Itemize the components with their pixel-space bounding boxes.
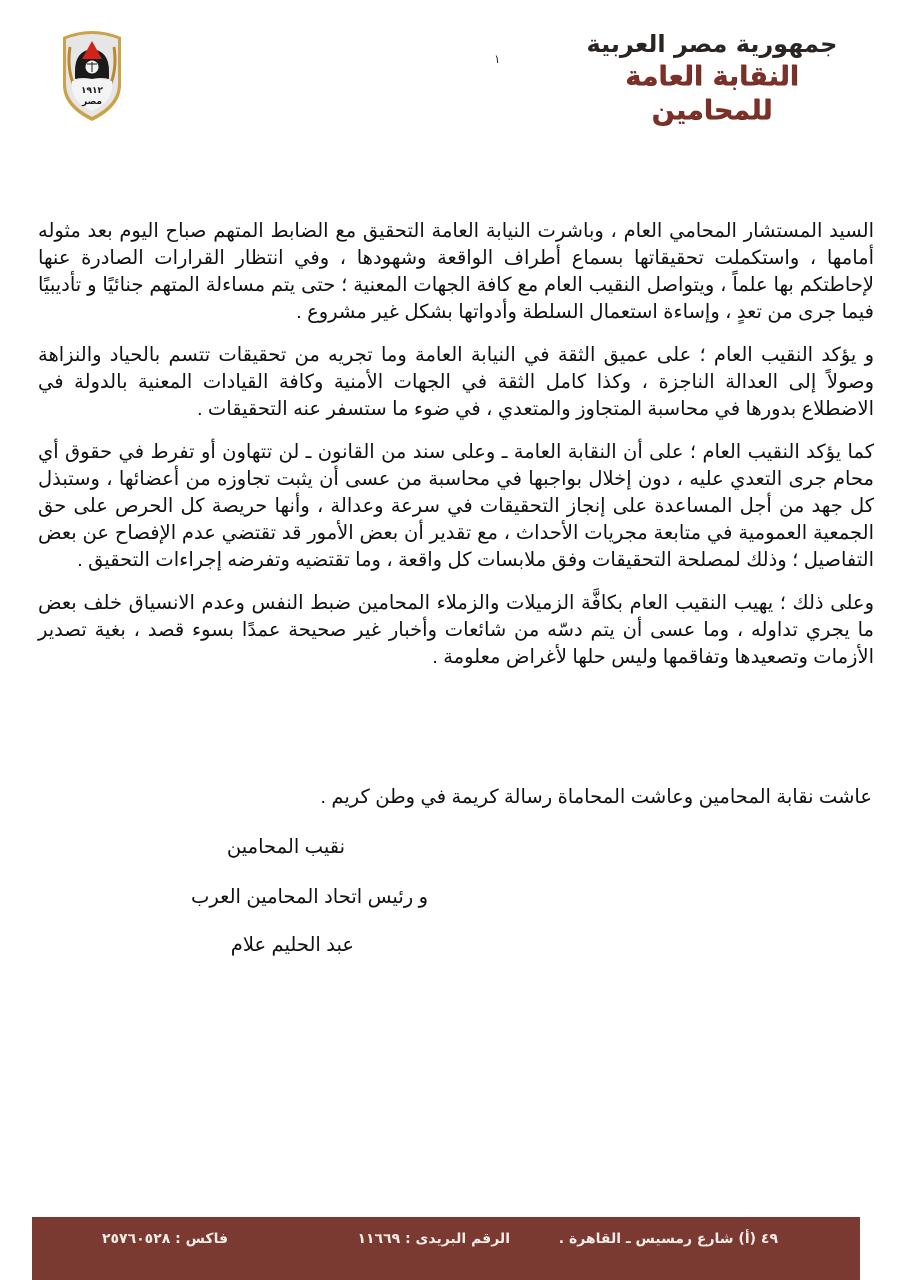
paragraph: كما يؤكد النقيب العام ؛ على أن النقابة العامة ـ وعلى سند من القانون ـ لن تتهاون أو تفرط في حقوق أي محام جرى التعدي عليه ، دون إخلال بواجبها في محاسبة من عسى أن يثبت تجاوزه من أعضائها ، وستبذل كل جهد من أجل المساعدة على إنجاز التحقيقات في سرعة وعدالة ، وأنها حريصة كل الحرص على حق الجمعية العمومية في متابعة مجريات الأحداث ، مع تقدير أن بعض الأمور قد تقتضي عدم الإفصاح عن بعض التفاصيل ؛ وذلك لمصلحة التحقيقات وفق ملابسات كل واقعة ، وما تقتضيه وتفرضه إجراءات التحقيق .	[38, 441, 874, 571]
svg-text:١٩١٢: ١٩١٢	[81, 86, 103, 96]
signatory-name: عبد الحليم علام	[230, 934, 354, 956]
letter-body	[38, 218, 874, 687]
footer-band	[32, 1217, 860, 1280]
footer-postal-code: الرقم البريدى : ١١٦٦٩	[357, 1231, 510, 1247]
paragraph: وعلى ذلك ؛ يهيب النقيب العام بكافَّة الزميلات والزملاء المحامين ضبط النفس وعدم الانسياق خلف بعض ما يجري تداوله ، وما عسى أن يتم دسّه من شائعات وأخبار غير صحيحة عمدًا بسوء قصد ، بغية تصدير الأزمات وتصعيدها وتفاقمها وليس حلها لأغراض معلومة .	[38, 592, 874, 668]
bar-association-emblem-icon	[55, 27, 129, 123]
svg-text:مصر: مصر	[81, 97, 103, 107]
signatory-union-title: و رئيس اتحاد المحامين العرب	[191, 886, 428, 908]
footer-fax: فاكس : ٢٥٧٦٠٥٢٨	[101, 1231, 228, 1247]
closing-line: عاشت نقابة المحامين وعاشت المحاماة رسالة كريمة في وطن كريم .	[320, 786, 872, 808]
country-title: جمهورية مصر العربية	[586, 30, 838, 58]
footer-address: ٤٩ (أ) شارع رمسيس ـ القاهرة .	[558, 1231, 778, 1247]
paragraph: السيد المستشار المحامي العام ، وباشرت النيابة العامة التحقيق مع الضابط المتهم صباح اليوم بعد مثوله أمامها ، واستكملت تحقيقاتها بسماع أطراف الواقعة وشهودها ، وفي انتظار القرارات الصادرة عنها لإحاطتكم بها علماً ، ويتواصل النقيب العام مع كافة الجهات المعنية ؛ حتى يتم مساءلة المتهم جنائيًا و تأديبيًا فيما جرى من تعدٍ ، وإساءة استعمال السلطة وأدواتها بشكل غير مشروع .	[38, 220, 874, 323]
organization-title: النقابة العامة للمحامين	[625, 61, 799, 126]
paragraph: و يؤكد النقيب العام ؛ على عميق الثقة في النيابة العامة وما تجريه من تحقيقات تتسم بالحياد والنزاهة وصولاً إلى العدالة الناجزة ، وكذا كامل الثقة في الجهات الأمنية وكافة القيادات المعنية بالدولة في الاضطلاع بدورها في محاسبة المتجاوز والمتعدي ، في ضوء ما ستسفر عنه التحقيقات .	[38, 344, 874, 420]
letterhead	[572, 28, 852, 128]
page-marker: ١	[494, 52, 501, 66]
signatory-title: نقيب المحامين	[226, 836, 345, 858]
